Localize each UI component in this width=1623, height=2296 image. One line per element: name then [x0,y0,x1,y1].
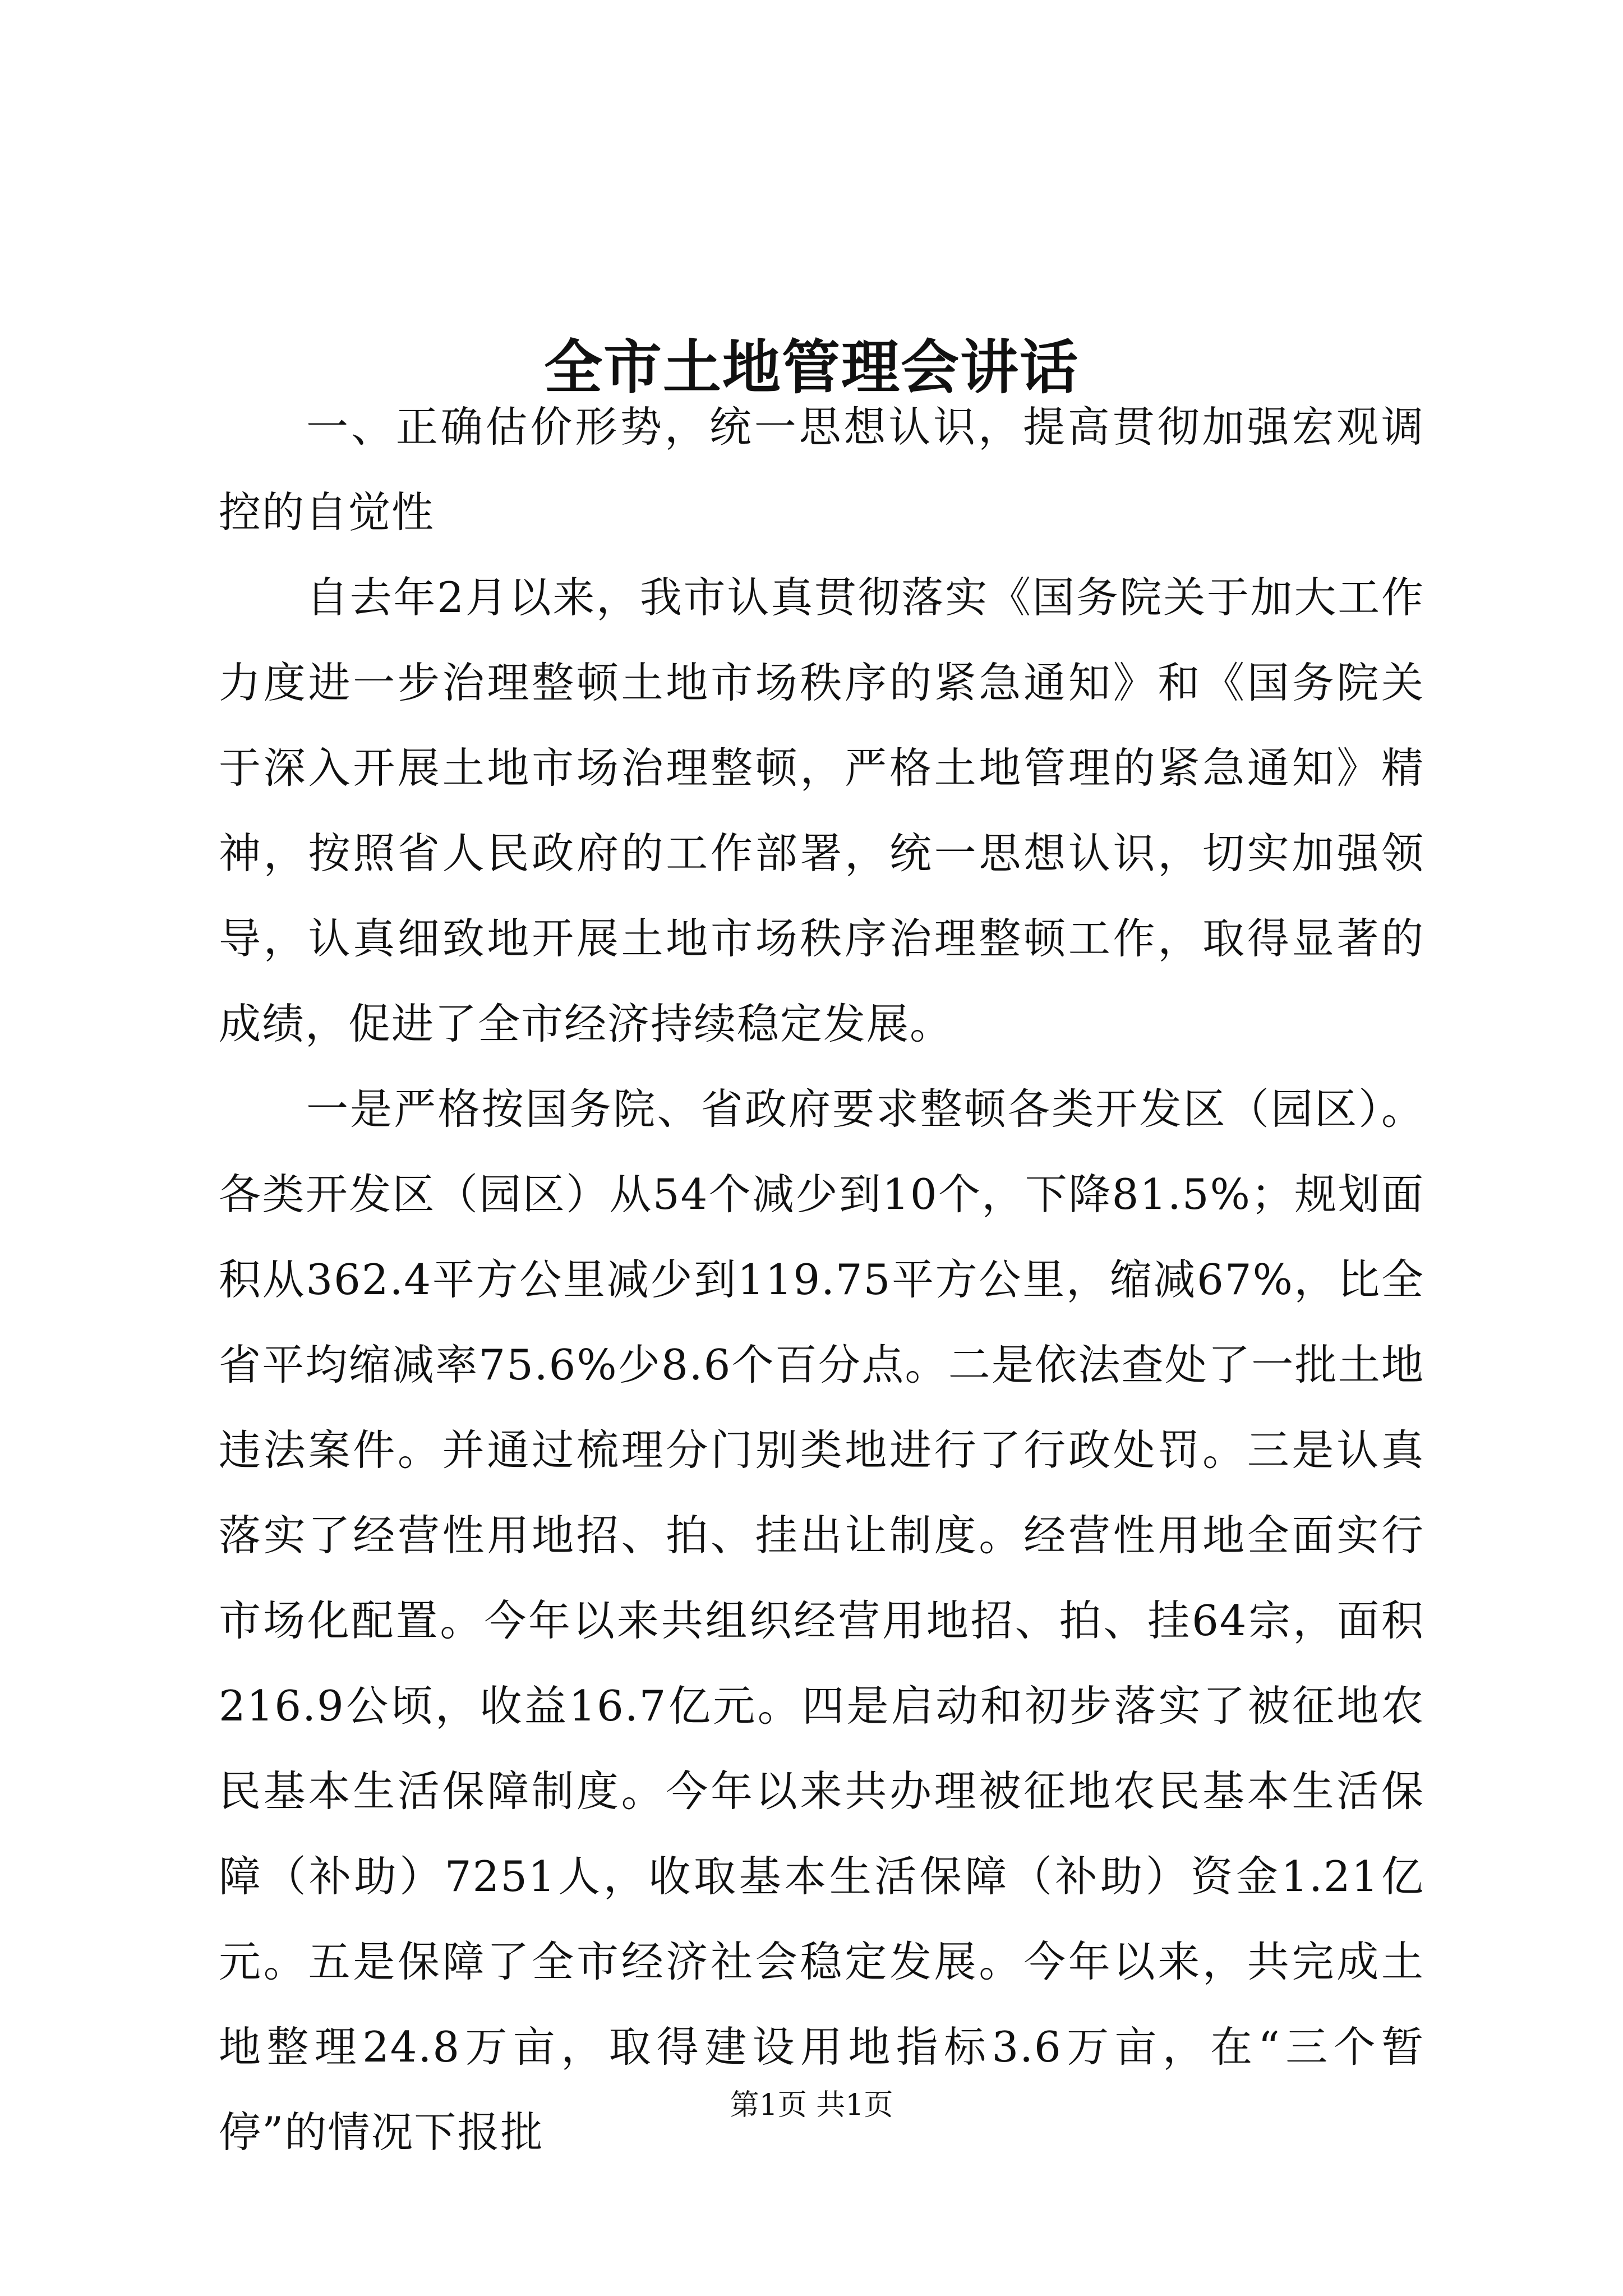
body-paragraph: 一是严格按国务院、省政府要求整顿各类开发区（园区）。各类开发区（园区）从54个减少到10个，下降81.5%；规划面积从362.4平方公里减少到119.75平方公里，缩减67%，比全省平均缩减率75.6%少8.6个百分点。二是依法查处了一批土地违法案件。并通过梳理分门别类地进行了行政处罚。三是认真落实了经营性用地招、拍、挂出让制度。经营性用地全面实行市场化配置。今年以来共组织经营用地招、拍、挂64宗，面积216.9公顷，收益16.7亿元。四是启动和初步落实了被征地农民基本生活保障制度。今年以来共办理被征地农民基本生活保障（补助）7251人，收取基本生活保障（补助）资金1.21亿元。五是保障了全市经济社会稳定发展。今年以来，共完成土地整理24.8万亩，取得建设用地指标3.6万亩，在“三个暂停”的情况下报批 [219,1084,1424,2157]
body-paragraph: 自去年2月以来，我市认真贯彻落实《国务院关于加大工作力度进一步治理整顿土地市场秩序的紧急通知》和《国务院关于深入开展土地市场治理整顿，严格土地管理的紧急通知》精神，按照省人民政府的工作部署，统一思想认识，切实加强领导，认真细致地开展土地市场秩序治理整顿工作，取得显著的成绩，促进了全市经济持续稳定发展。 [219,573,1424,1048]
page-footer: 第1页 共1页 [730,2088,893,2122]
document-body [219,384,1424,2175]
document-title: 全市土地管理会讲话 [543,332,1079,402]
section-heading: 一、正确估价形势，统一思想认识，提高贯彻加强宏观调控的自觉性 [219,402,1424,537]
